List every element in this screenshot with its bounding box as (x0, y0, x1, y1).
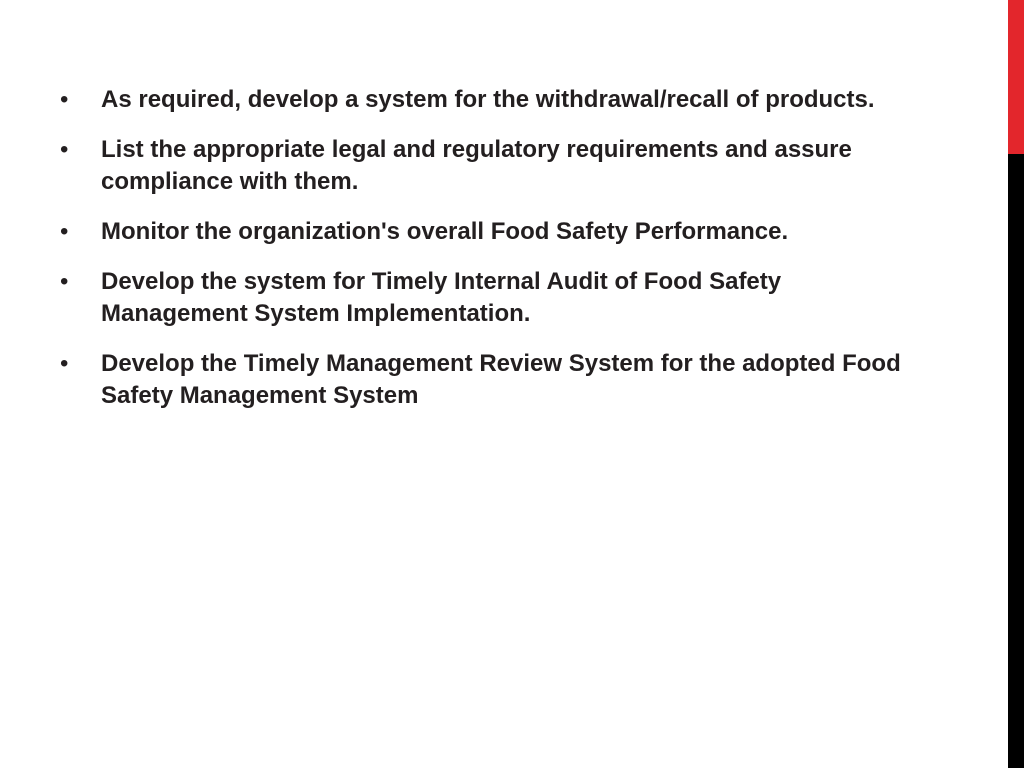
accent-bar-red (1008, 0, 1024, 154)
bullet-item (56, 216, 906, 248)
accent-bar-black (1008, 154, 1024, 768)
bullet-item (56, 348, 906, 412)
bullet-text: Develop the Timely Management Review System for the adopted Food Safety Management System (101, 350, 901, 409)
bullet-dot-icon: • (60, 136, 69, 163)
bullet-dot-icon: • (60, 268, 69, 295)
bullet-dot-icon: • (60, 350, 69, 377)
accent-edge-bar (1008, 0, 1024, 768)
bullet-text: Monitor the organization's overall Food Safety Performance. (101, 218, 789, 245)
bullet-list (56, 84, 906, 430)
bullet-item (56, 266, 906, 330)
bullet-dot-icon: • (60, 218, 69, 245)
bullet-text: Develop the system for Timely Internal Audit of Food Safety Management System Implementation. (101, 268, 782, 327)
bullet-text: As required, develop a system for the withdrawal/recall of products. (101, 86, 875, 113)
bullet-item (56, 134, 906, 198)
bullet-item (56, 84, 906, 116)
bullet-dot-icon: • (60, 86, 69, 113)
bullet-text: List the appropriate legal and regulatory requirements and assure compliance with them. (101, 136, 852, 195)
